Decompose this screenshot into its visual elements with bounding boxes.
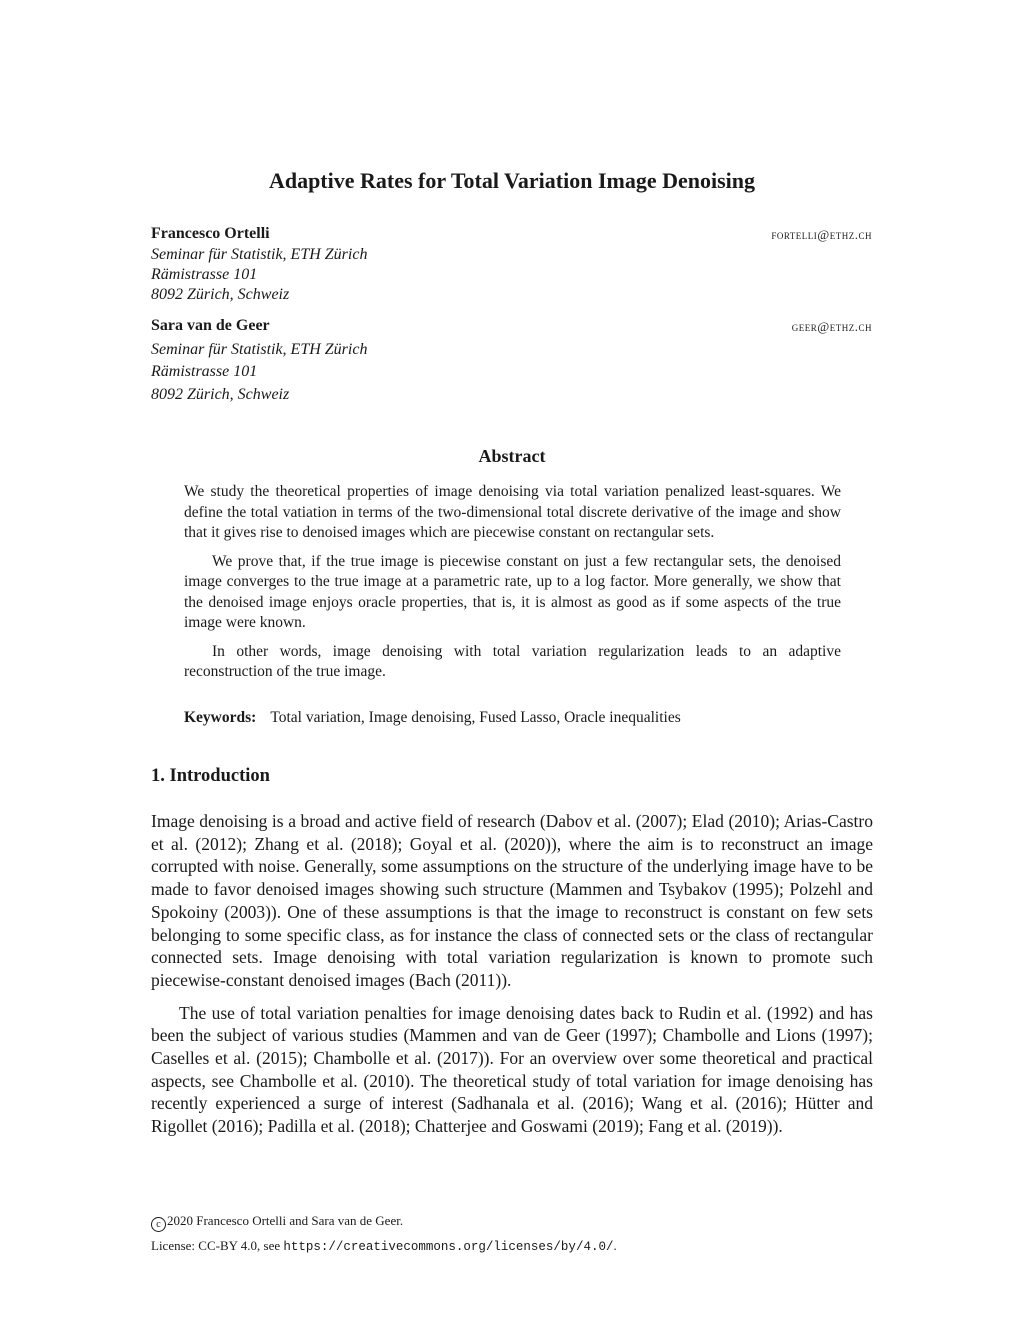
keywords-label: Keywords: <box>184 709 257 726</box>
author-1-affiliation-line-2: Rämistrasse 101 <box>151 266 258 283</box>
body-paragraph: Image denoising is a broad and active field of research (Dabov et al. (2007); Elad (2010); Arias-Castro et al. (2012); Zhang et al. (2018); Goyal et al. (2020)), where the aim is to reconstruct an image corrupted with noise. Generally, some assumptions on the structure of the underlying image have to be made to favor denoised images showing such structure (Mammen and Tsybakov (1995); Polzehl and Spokoiny (2003)). One of these assumptions is that the image to reconstruct is constant on few sets belonging to some specific class, as for instance the class of connected sets or the class of rectangular connected sets. Image denoising with total variation regularization is known to promote such piecewise-constant denoised images (Bach (2011)). <box>151 811 873 990</box>
author-1-email[interactable]: fortelli@ethz.ch <box>771 227 872 242</box>
author-1-name: Francesco Ortelli <box>151 225 270 242</box>
section-body <box>151 810 873 1148</box>
abstract-paragraph: We study the theoretical properties of image denoising via total variation penalized least-squares. We define the total vatiation in terms of the two-dimensional total discrete derivative of the image and show that it gives rise to denoised images which are piecewise constant on rectangular sets. <box>184 483 841 541</box>
license-notice <box>151 1238 617 1254</box>
license-prefix: License: CC-BY 4.0, see <box>151 1238 284 1253</box>
abstract-body <box>184 482 841 691</box>
copyright-notice <box>151 1213 403 1232</box>
body-paragraph: The use of total variation penalties for image denoising dates back to Rudin et al. (1992) and has been the subject of various studies (Mammen and van de Geer (1997); Chambolle and Lions (1997); Caselles et al. (2015); Chambolle et al. (2017)). For an overview over some theoretical and practical aspects, see Chambolle et al. (2010). The theoretical study of total variation for image denoising has recently experienced a surge of interest (Sadhanala et al. (2016); Wang et al. (2016); Hütter and Rigollet (2016); Padilla et al. (2018); Chatterjee and Goswami (2019); Fang et al. (2019)). <box>151 1002 873 1137</box>
author-2-affiliation-line-1: Seminar für Statistik, ETH Zürich <box>151 341 368 358</box>
keywords-text: Total variation, Image denoising, Fused Lasso, Oracle inequalities <box>270 709 681 726</box>
author-2-email[interactable]: geer@ethz.ch <box>791 319 872 334</box>
author-2-name: Sara van de Geer <box>151 317 270 334</box>
abstract-heading: Abstract <box>478 446 546 466</box>
abstract-paragraph: We prove that, if the true image is piecewise constant on just a few rectangular sets, the denoised image converges to the true image at a parametric rate, up to a log factor. More generally, we show that the denoised image enjoys oracle properties, that is, it is almost as good as if some aspects of the true image were known. <box>184 552 841 631</box>
keywords <box>184 709 681 727</box>
author-1-affiliation-line-3: 8092 Zürich, Schweiz <box>151 286 290 303</box>
copyright-text: 2020 Francesco Ortelli and Sara van de Geer. <box>167 1213 404 1228</box>
author-1-affiliation-line-1: Seminar für Statistik, ETH Zürich <box>151 246 368 263</box>
license-link[interactable]: https://creativecommons.org/licenses/by/4.0/ <box>283 1240 614 1254</box>
author-2-affiliation-line-2: Rämistrasse 101 <box>151 363 258 380</box>
author-2-affiliation-line-3: 8092 Zürich, Schweiz <box>151 386 290 403</box>
paper-title: Adaptive Rates for Total Variation Image Denoising <box>268 168 756 193</box>
section-title: 1. Introduction <box>151 766 270 786</box>
license-suffix: . <box>613 1238 617 1253</box>
abstract-paragraph: In other words, image denoising with total variation regularization leads to an adaptive reconstruction of the true image. <box>184 642 841 680</box>
copyright-icon: c <box>151 1217 166 1232</box>
